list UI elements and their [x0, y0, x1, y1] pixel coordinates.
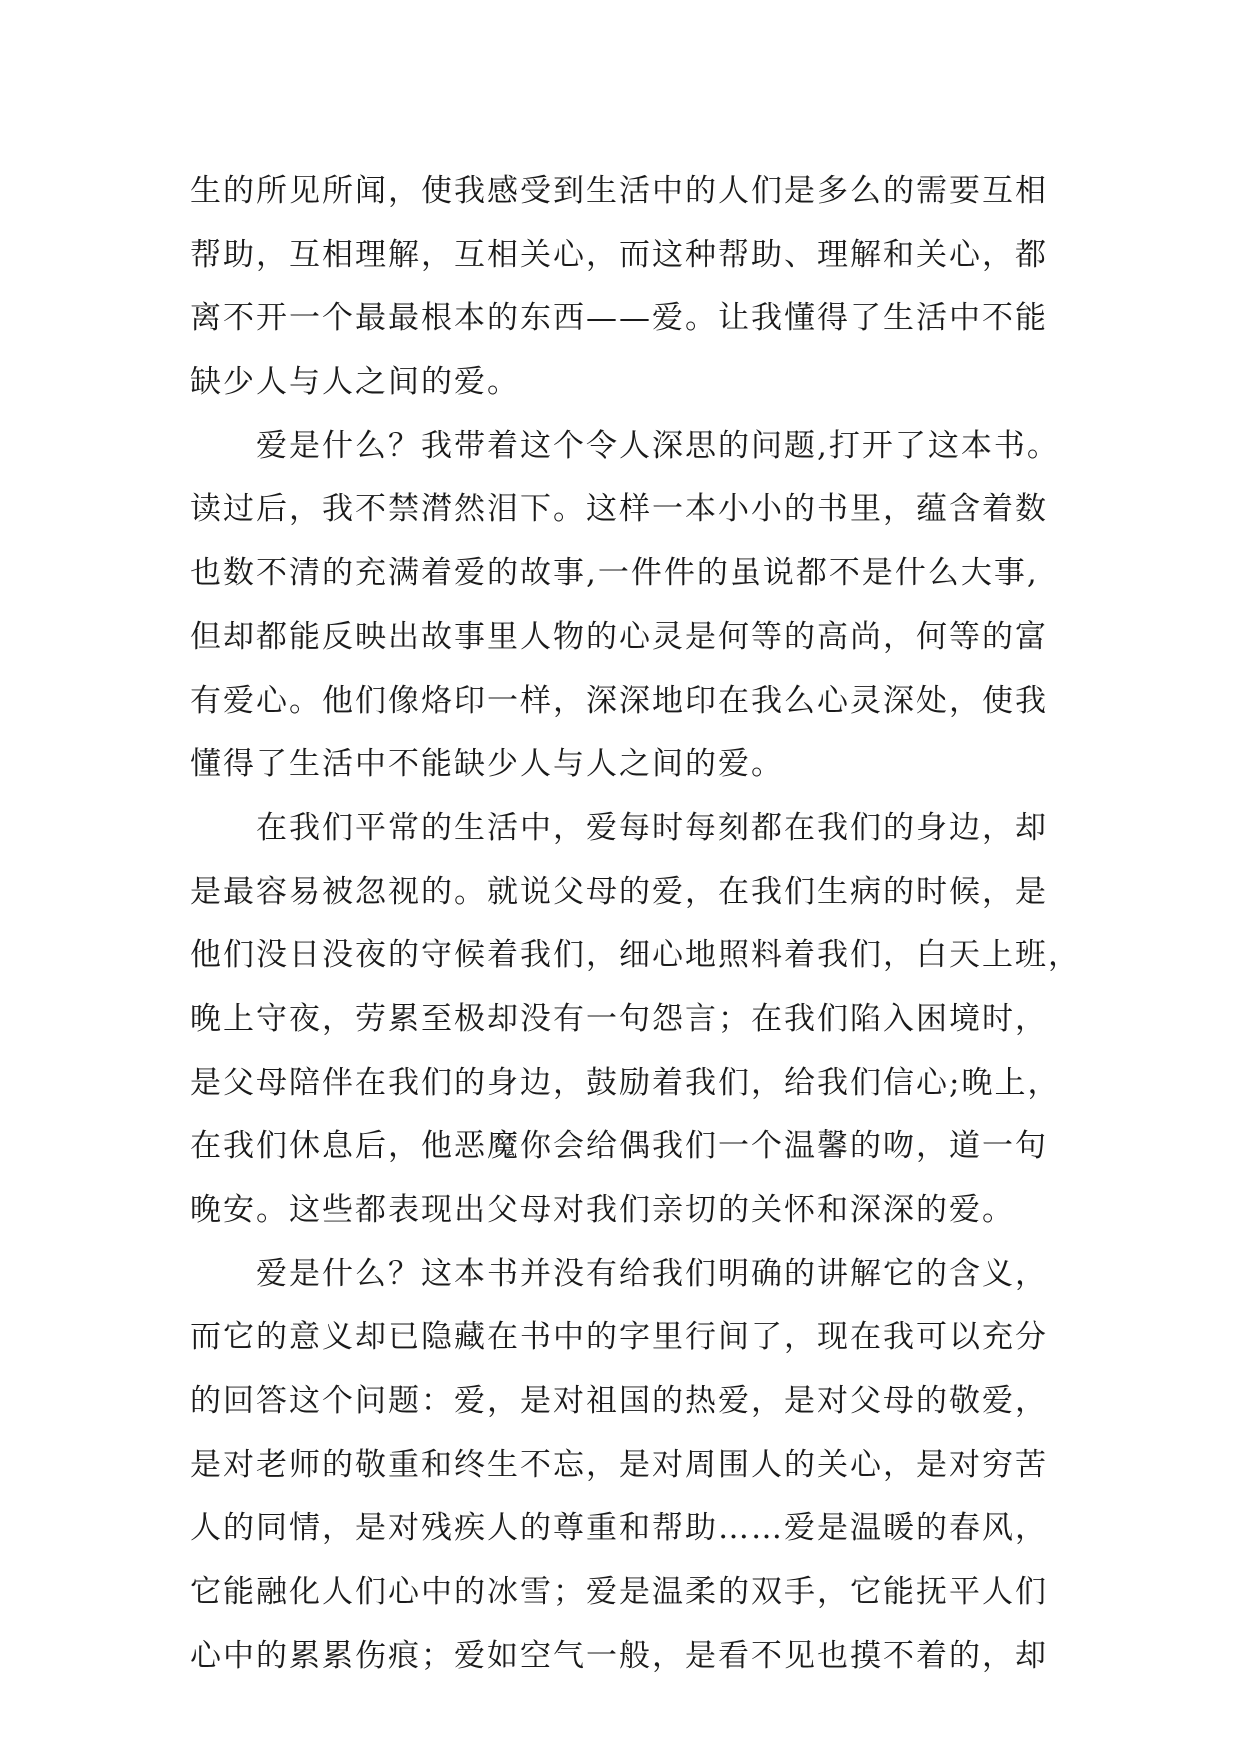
text-line: 也数不清的充满着爱的故事,一件件的虽说都不是什么大事, [190, 555, 1039, 592]
text-line: 爱是什么？我带着这个令人深思的问题,打开了这本书。 [190, 427, 1060, 464]
text-line: 晚上守夜，劳累至极却没有一句怨言；在我们陷入困境时， [190, 1000, 1048, 1037]
body-text [190, 160, 1081, 1689]
text-line: 离不开一个最最根本的东西——爱。让我懂得了生活中不能 [190, 300, 1048, 337]
text-line: 晚安。这些都表现出父母对我们亲切的关怀和深深的爱。 [190, 1192, 1015, 1228]
text-line: 在我们休息后，他恶魔你会给偶我们一个温馨的吻，道一句 [190, 1128, 1048, 1165]
text-line: 读过后，我不禁潸然泪下。这样一本小小的书里，蕴含着数 [190, 491, 1048, 528]
text-line: 生的所见所闻，使我感受到生活中的人们是多么的需要互相 [190, 173, 1048, 209]
text-line: 它能融化人们心中的冰雪；爱是温柔的双手，它能抚平人们 [190, 1574, 1048, 1611]
text-line: 爱是什么？这本书并没有给我们明确的讲解它的含义， [190, 1255, 1048, 1292]
text-line: 是对老师的敬重和终生不忘，是对周围人的关心，是对穷苦 [190, 1446, 1048, 1483]
text-line: 有爱心。他们像烙印一样，深深地印在我么心灵深处，使我 [190, 682, 1048, 719]
text-line: 他们没日没夜的守候着我们，细心地照料着我们，白天上班， [190, 937, 1081, 974]
text-line: 人的同情，是对残疾人的尊重和帮助……爱是温暖的春风， [190, 1510, 1048, 1547]
text-line: 但却都能反映出故事里人物的心灵是何等的高尚，何等的富 [190, 618, 1048, 655]
text-line: 是父母陪伴在我们的身边，鼓励着我们，给我们信心;晚上， [190, 1064, 1061, 1101]
text-line: 是最容易被忽视的。就说父母的爱，在我们生病的时候，是 [190, 873, 1048, 910]
text-line: 在我们平常的生活中，爱每时每刻都在我们的身边，却 [190, 809, 1048, 846]
text-line: 心中的累累伤痕；爱如空气一般，是看不见也摸不着的，却 [190, 1637, 1048, 1674]
text-line: 缺少人与人之间的爱。 [190, 364, 520, 401]
text-line: 懂得了生活中不能缺少人与人之间的爱。 [190, 746, 784, 783]
text-line: 帮助，互相理解，互相关心，而这种帮助、理解和关心，都 [190, 236, 1048, 273]
text-line: 的回答这个问题：爱，是对祖国的热爱，是对父母的敬爱， [190, 1383, 1048, 1420]
text-line: 而它的意义却已隐藏在书中的字里行间了，现在我可以充分 [190, 1319, 1048, 1356]
